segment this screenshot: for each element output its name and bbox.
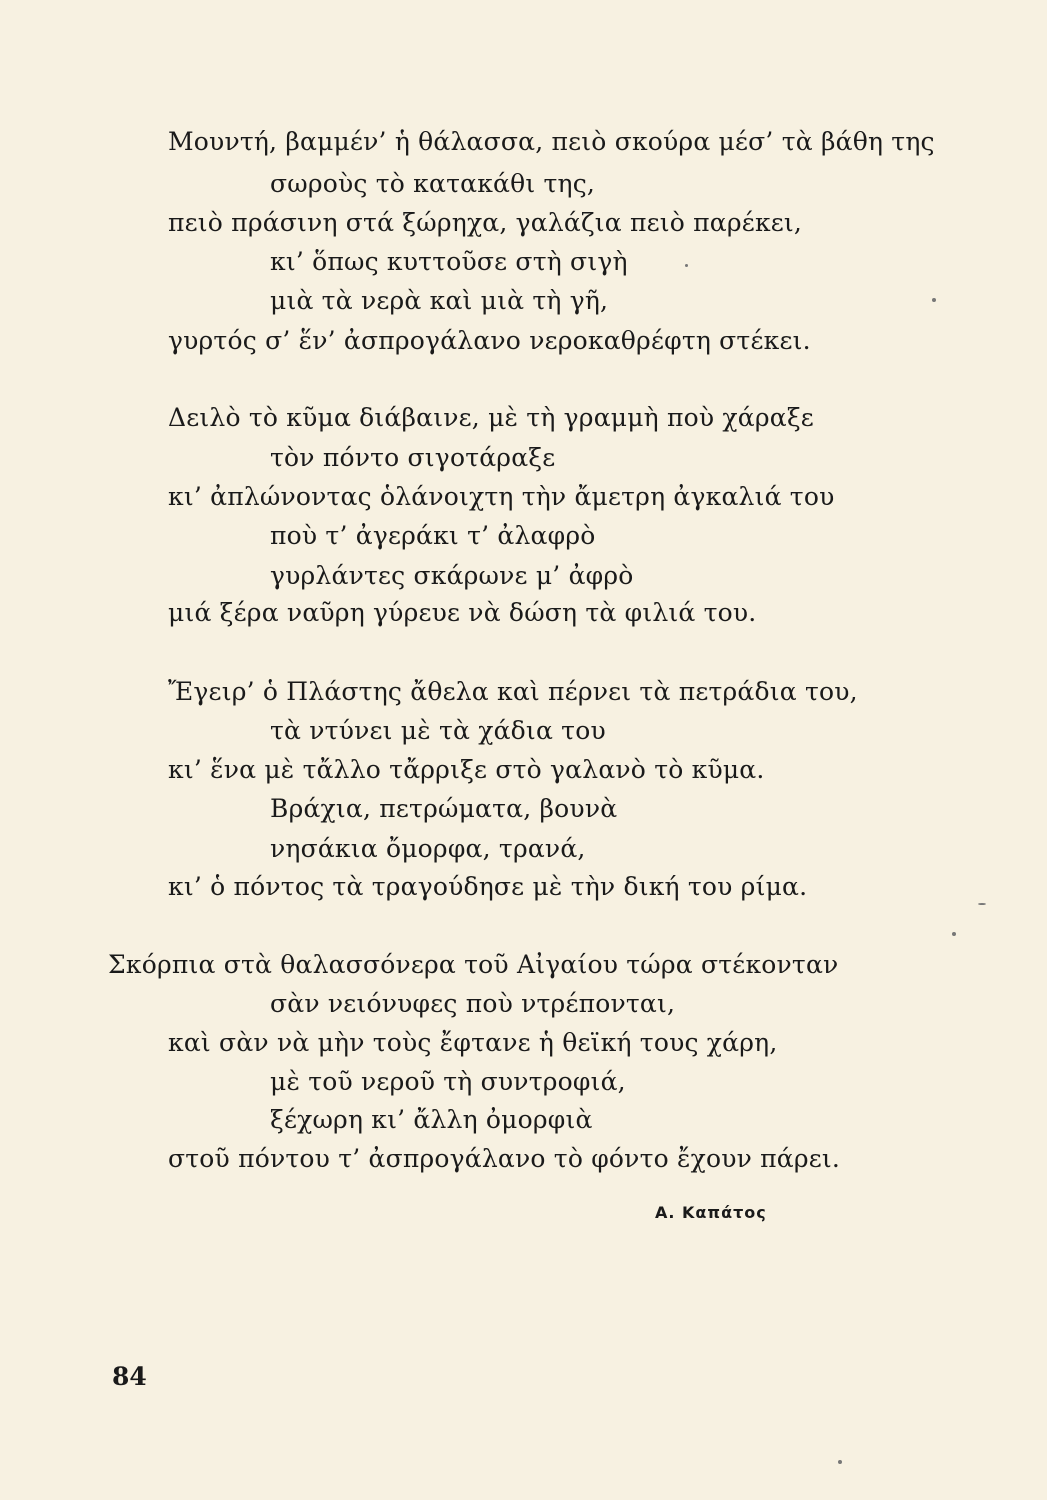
poem-line: ποὺ τ’ ἀγεράκι τ’ ἀλαφρὸ — [270, 521, 596, 550]
scan-speck — [952, 932, 956, 936]
poem-line: τὰ ντύνει μὲ τὰ χάδια του — [270, 716, 606, 745]
scan-speck — [838, 1460, 842, 1464]
poem-line: Ἔγειρ’ ὁ Πλάστης ἄθελα καὶ πέρνει τὰ πετράδια του, — [168, 677, 858, 706]
poem-line: γυρτός σ’ ἕν’ ἀσπρογάλανο νεροκαθρέφτη στέκει. — [168, 326, 811, 355]
poem-line: μιά ξέρα ναῦρη γύρευε νὰ δώση τὰ φιλιά του. — [168, 598, 757, 627]
scan-speck — [685, 264, 688, 267]
poem-line: μιὰ τὰ νερὰ καὶ μιὰ τὴ γῆ, — [270, 286, 609, 315]
poem-line: τὸν πόντο σιγοτάραξε — [270, 443, 556, 472]
poem-line: πειὸ πράσινη στά ξώρηχα, γαλάζια πειὸ παρέκει, — [168, 208, 803, 237]
poem-line: καὶ σὰν νὰ μὴν τοὺς ἔφτανε ἡ θεϊκή τους χάρη, — [168, 1028, 778, 1057]
poem-line: Βράχια, πετρώματα, βουνὰ — [270, 794, 618, 823]
scan-speck — [932, 298, 936, 302]
poem-line: Σκόρπια στὰ θαλασσόνερα τοῦ Αἰγαίου τώρα στέκονταν — [108, 950, 839, 979]
author-signature: Α. Καπάτος — [655, 1203, 767, 1222]
poem-line: κι’ ἀπλώνοντας ὁλάνοιχτη τὴν ἄμετρη ἀγκαλιά του — [168, 482, 835, 511]
poem-line: Δειλὸ τὸ κῦμα διάβαινε, μὲ τὴ γραμμὴ ποὺ χάραξε — [168, 403, 814, 432]
page-number: 84 — [112, 1362, 147, 1391]
poem-line: σὰν νειόνυφες ποὺ ντρέπονται, — [270, 989, 676, 1018]
poem-line: κι’ ἕνα μὲ τἄλλο τἄρριξε στὸ γαλανὸ τὸ κῦμα. — [168, 755, 765, 784]
poem-line: νησάκια ὄμορφα, τρανά, — [270, 834, 586, 863]
scan-speck — [978, 903, 986, 905]
poem-line: στοῦ πόντου τ’ ἀσπρογάλανο τὸ φόντο ἔχουν πάρει. — [168, 1144, 841, 1173]
poem-line: ξέχωρη κι’ ἄλλη ὀμορφιὰ — [270, 1105, 593, 1134]
poem-line: γυρλάντες σκάρωνε μ’ ἀφρὸ — [270, 561, 634, 590]
poem-line: Μουντή, βαμμέν’ ἡ θάλασσα, πειὸ σκούρα μέσ’ τὰ βάθη της — [168, 127, 935, 156]
poem-line: κι’ ὅπως κυττοῦσε στὴ σιγὴ — [270, 247, 628, 276]
poem-line: σωροὺς τὸ κατακάθι της, — [270, 169, 596, 198]
poem-line: κι’ ὁ πόντος τὰ τραγούδησε μὲ τὴν δική του ρίμα. — [168, 872, 808, 901]
poem-line: μὲ τοῦ νεροῦ τὴ συντροφιά, — [270, 1067, 626, 1096]
